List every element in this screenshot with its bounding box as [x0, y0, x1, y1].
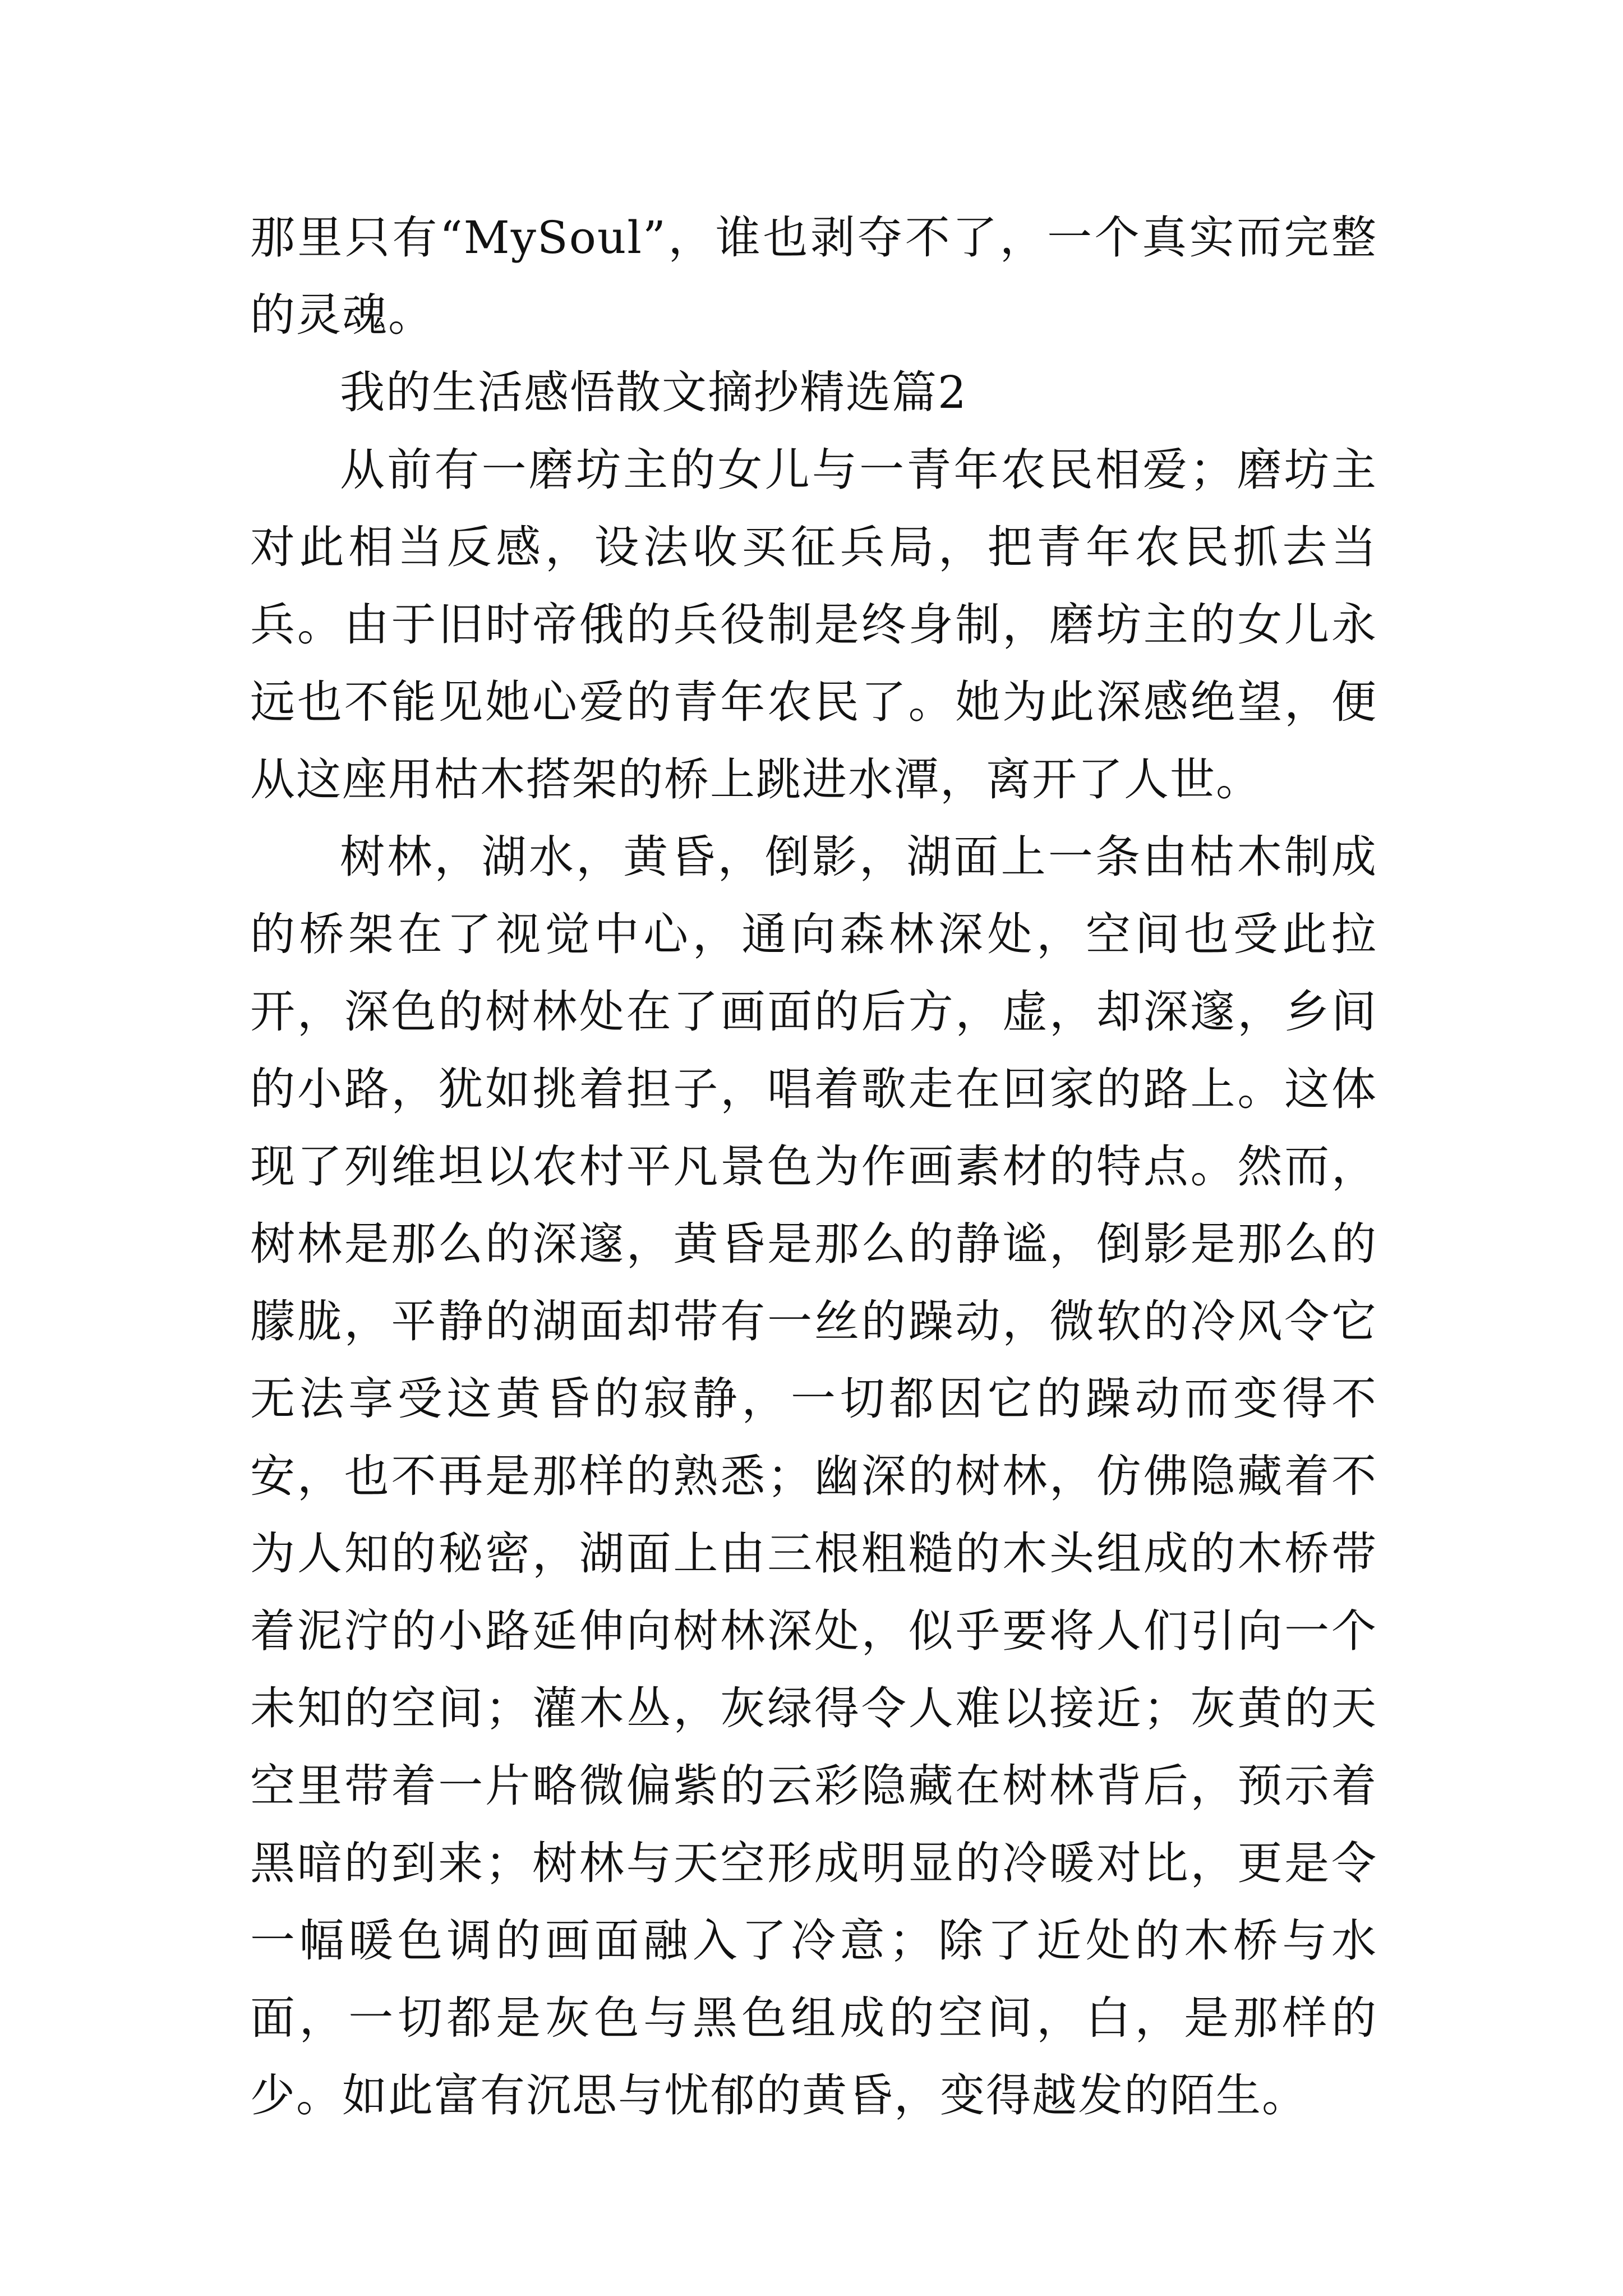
paragraph-description: 树林，湖水，黄昏，倒影，湖面上一条由枯木制成的桥架在了视觉中心，通向森林深处，空间也受此拉开，深色的树林处在了画面的后方，虚，却深邃，乡间的小路，犹如挑着担子，唱着歌走在回家的路上。这体现了列维坦以农村平凡景色为作画素材的特点。然而，树林是那么的深邃，黄昏是那么的静谧，倒影是那么的朦胧，平静的湖面却带有一丝的躁动，微软的冷风令它无法享受这黄昏的寂静，一切都因它的躁动而变得不安，也不再是那样的熟悉；幽深的树林，仿佛隐藏着不为人知的秘密，湖面上由三根粗糙的木头组成的木桥带着泥泞的小路延伸向树林深处，似乎要将人们引向一个未知的空间；灌木丛，灰绿得令人难以接近；灰黄的天空里带着一片略微偏紫的云彩隐藏在树林背后，预示着黑暗的到来；树林与天空形成明显的冷暖对比，更是令一幅暖色调的画面融入了冷意；除了近处的木桥与水面，一切都是灰色与黑色组成的空间，白，是那样的少。如此富有沉思与忧郁的黄昏，变得越发的陌生。 [250, 831, 1377, 2122]
document-body [250, 199, 1377, 2134]
paragraph-continuation: 那里只有“MySoul”，谁也剥夺不了，一个真实而完整的灵魂。 [250, 211, 1377, 341]
section-heading: 我的生活感悟散文摘抄精选篇2 [340, 366, 967, 418]
paragraph-story: 从前有一磨坊主的女儿与一青年农民相爱；磨坊主对此相当反感，设法收买征兵局，把青年农民抓去当兵。由于旧时帝俄的兵役制是终身制，磨坊主的女儿永远也不能见她心爱的青年农民了。她为此深感绝望，便从这座用枯木搭架的桥上跳进水潭，离开了人世。 [250, 444, 1377, 806]
